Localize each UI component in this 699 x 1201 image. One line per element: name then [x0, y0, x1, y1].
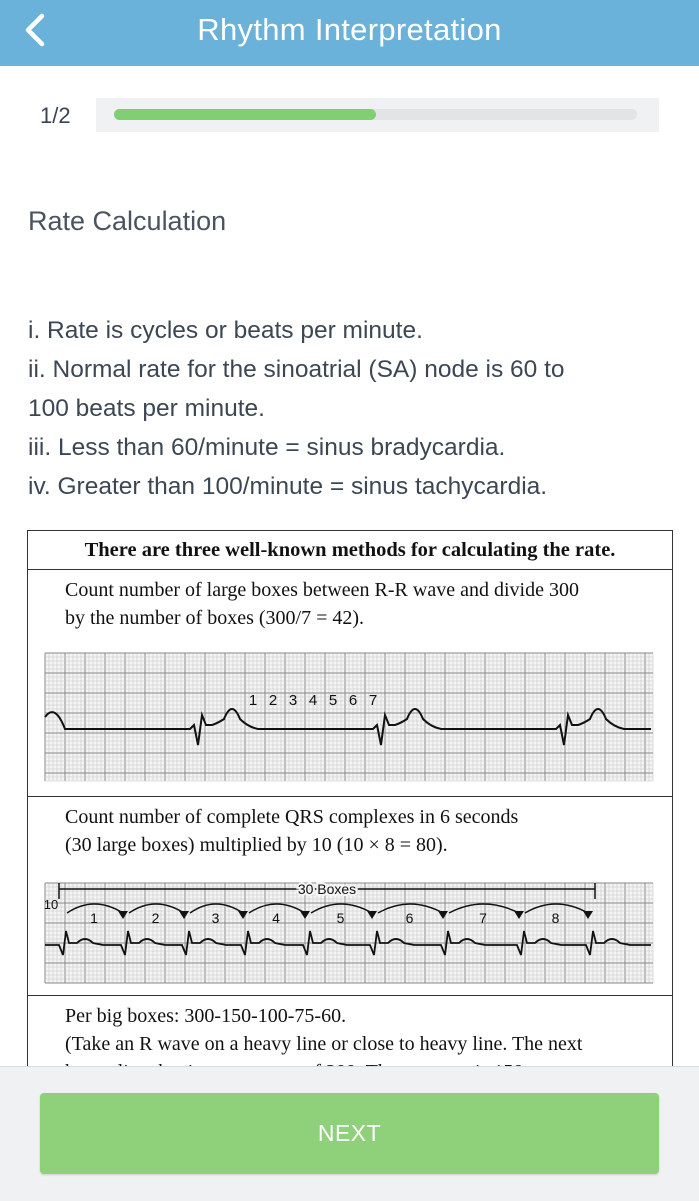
- method-line: Count number of large boxes between R-R wave and divide 300: [65, 579, 579, 601]
- method-text: [28, 570, 672, 632]
- complex-number: 3: [211, 910, 220, 926]
- section-title: Rate Calculation: [28, 206, 227, 236]
- page-title: Rhythm Interpretation: [197, 12, 502, 47]
- span-label: 30 Boxes: [297, 881, 357, 897]
- box-number: 4: [308, 692, 318, 709]
- complex-number: 2: [151, 910, 160, 926]
- box-number: 5: [328, 692, 338, 709]
- method-line: by the number of boxes (300/7 = 42).: [65, 607, 365, 629]
- ecg-strip-large-boxes: [43, 651, 655, 783]
- complex-number: 7: [479, 910, 487, 926]
- box-number: 3: [288, 692, 298, 709]
- method-line: (30 large boxes) multiplied by 10 (10 × 8 = 80).: [65, 834, 448, 856]
- method-big-boxes: [28, 996, 672, 1072]
- complex-number: 8: [551, 910, 560, 926]
- point-line: ii. Normal rate for the sinoatrial (SA) node is 60 to: [28, 356, 565, 383]
- point-line: i. Rate is cycles or beats per minute.: [28, 317, 423, 344]
- ecg-strip-six-seconds: [43, 879, 655, 985]
- footer-bar: [0, 1066, 699, 1201]
- method-line: Count number of complete QRS complexes in 6 seconds: [65, 806, 519, 828]
- box-number: 7: [368, 692, 378, 709]
- app-header: [0, 0, 699, 66]
- complex-number: 4: [272, 910, 280, 926]
- span-start-label: 10: [43, 897, 59, 912]
- figure-heading: There are three well-known methods for calculating the rate.: [28, 531, 672, 570]
- next-button[interactable]: NEXT: [40, 1093, 659, 1174]
- progress-row: [0, 98, 699, 132]
- progress-fill: [114, 109, 376, 120]
- method-text: [28, 797, 672, 859]
- progress-count: 1/2: [40, 103, 71, 128]
- method-large-boxes: [28, 570, 672, 797]
- method-line: Per big boxes: 300-150-100-75-60.: [65, 1005, 347, 1027]
- rate-points: [28, 311, 678, 506]
- complex-number: 6: [405, 910, 414, 926]
- rate-methods-figure: [27, 530, 673, 1072]
- box-number: 2: [268, 692, 278, 709]
- method-line: (Take an R wave on a heavy line or close to heavy line. The next: [65, 1033, 583, 1055]
- method-six-seconds: [28, 797, 672, 996]
- complex-number: 1: [90, 910, 98, 926]
- progress-bar: [96, 98, 659, 132]
- point-line: iii. Less than 60/minute = sinus bradycardia.: [28, 434, 506, 461]
- point-line: 100 beats per minute.: [28, 395, 265, 422]
- box-number: 1: [248, 692, 258, 709]
- box-number: 6: [348, 692, 358, 709]
- progress-track: [114, 109, 637, 120]
- method-text: [28, 996, 672, 1072]
- complex-number: 5: [336, 910, 345, 926]
- point-line: iv. Greater than 100/minute = sinus tachycardia.: [28, 473, 548, 500]
